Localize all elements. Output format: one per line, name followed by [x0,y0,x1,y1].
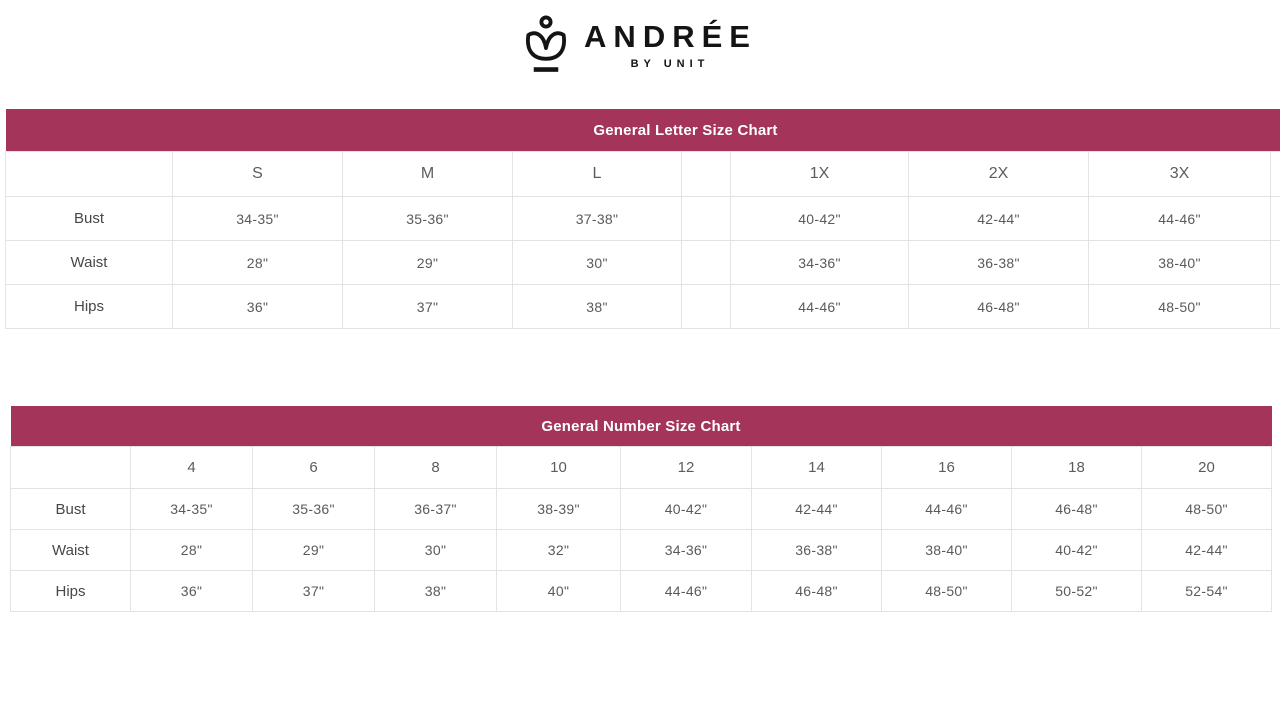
size-cell: 36" [173,285,343,329]
column-header: 20 [1142,447,1272,489]
column-header: S [173,152,343,197]
size-cell: 50-52" [1012,571,1142,612]
size-cell: 32" [497,530,621,571]
size-cell: 42-44" [752,489,882,530]
size-cell: 52-54" [1142,571,1272,612]
size-cell: 29" [343,241,513,285]
size-cell: 38" [375,571,497,612]
size-cell: 46-48" [909,285,1089,329]
size-cell: 48-50" [882,571,1012,612]
row-label: Hips [11,571,131,612]
size-cell: 44-46" [621,571,752,612]
row-label: Waist [6,241,173,285]
chart-title: General Number Size Chart [11,406,1272,447]
size-cell [682,197,731,241]
column-header: L [513,152,682,197]
size-cell: 30" [375,530,497,571]
size-cell: 36-38" [752,530,882,571]
table-row [11,489,1272,530]
size-cell: 34-35" [173,197,343,241]
size-cell: 29" [253,530,375,571]
number-size-chart-table [10,406,1272,612]
size-cell: 38" [513,285,682,329]
size-cell: 40-42" [1012,530,1142,571]
size-cell: 36-38" [909,241,1089,285]
column-header: 14 [752,447,882,489]
column-header: 8 [375,447,497,489]
size-cell [682,241,731,285]
size-cell: 35-36" [343,197,513,241]
brand-subtitle: BY UNIT [630,57,710,70]
size-cell: 42-44" [909,197,1089,241]
row-label: Hips [6,285,173,329]
column-header: M [343,152,513,197]
column-header [1271,152,1280,197]
table-row [6,241,1280,285]
column-header: 2X [909,152,1089,197]
column-header: 1X [731,152,909,197]
size-cell [1271,285,1280,329]
column-header: 10 [497,447,621,489]
column-header [682,152,731,197]
size-cell: 48-50" [1142,489,1272,530]
size-cell: 48-50" [1089,285,1271,329]
size-cell: 46-48" [752,571,882,612]
column-header: 16 [882,447,1012,489]
table-row [11,530,1272,571]
column-header: 3X [1089,152,1271,197]
size-cell: 28" [173,241,343,285]
size-cell [1271,241,1280,285]
size-cell: 34-36" [621,530,752,571]
size-cell: 40" [497,571,621,612]
size-cell: 40-42" [621,489,752,530]
size-cell [682,285,731,329]
column-header: 18 [1012,447,1142,489]
column-header-row [11,447,1272,489]
size-cell: 38-40" [882,530,1012,571]
chart-title: General Letter Size Chart [6,109,1280,152]
size-cell: 35-36" [253,489,375,530]
row-label: Waist [11,530,131,571]
brand-name: ANDRÉE [584,19,757,55]
column-header [11,447,131,489]
size-cell: 38-40" [1089,241,1271,285]
size-cell: 36" [131,571,253,612]
row-label: Bust [11,489,131,530]
tulip-logo-icon [523,14,569,76]
size-cell: 34-35" [131,489,253,530]
size-cell: 30" [513,241,682,285]
size-cell: 37" [343,285,513,329]
size-cell: 42-44" [1142,530,1272,571]
size-cell: 34-36" [731,241,909,285]
size-cell: 44-46" [731,285,909,329]
letter-size-chart-table [5,109,1280,329]
row-label: Bust [6,197,173,241]
table-row [6,285,1280,329]
size-cell: 37" [253,571,375,612]
size-cell: 38-39" [497,489,621,530]
column-header: 12 [621,447,752,489]
size-cell: 40-42" [731,197,909,241]
column-header: 4 [131,447,253,489]
size-cell: 37-38" [513,197,682,241]
size-cell: 28" [131,530,253,571]
letter-chart-viewport [5,109,1280,329]
size-cell: 44-46" [1089,197,1271,241]
size-cell: 46-48" [1012,489,1142,530]
brand-logo [0,13,1280,77]
size-cell [1271,197,1280,241]
table-row [11,571,1272,612]
number-chart-viewport [10,406,1280,612]
size-cell: 36-37" [375,489,497,530]
table-row [6,197,1280,241]
brand-text [581,20,757,69]
column-header: 6 [253,447,375,489]
column-header [6,152,173,197]
size-cell: 44-46" [882,489,1012,530]
column-header-row [6,152,1280,197]
